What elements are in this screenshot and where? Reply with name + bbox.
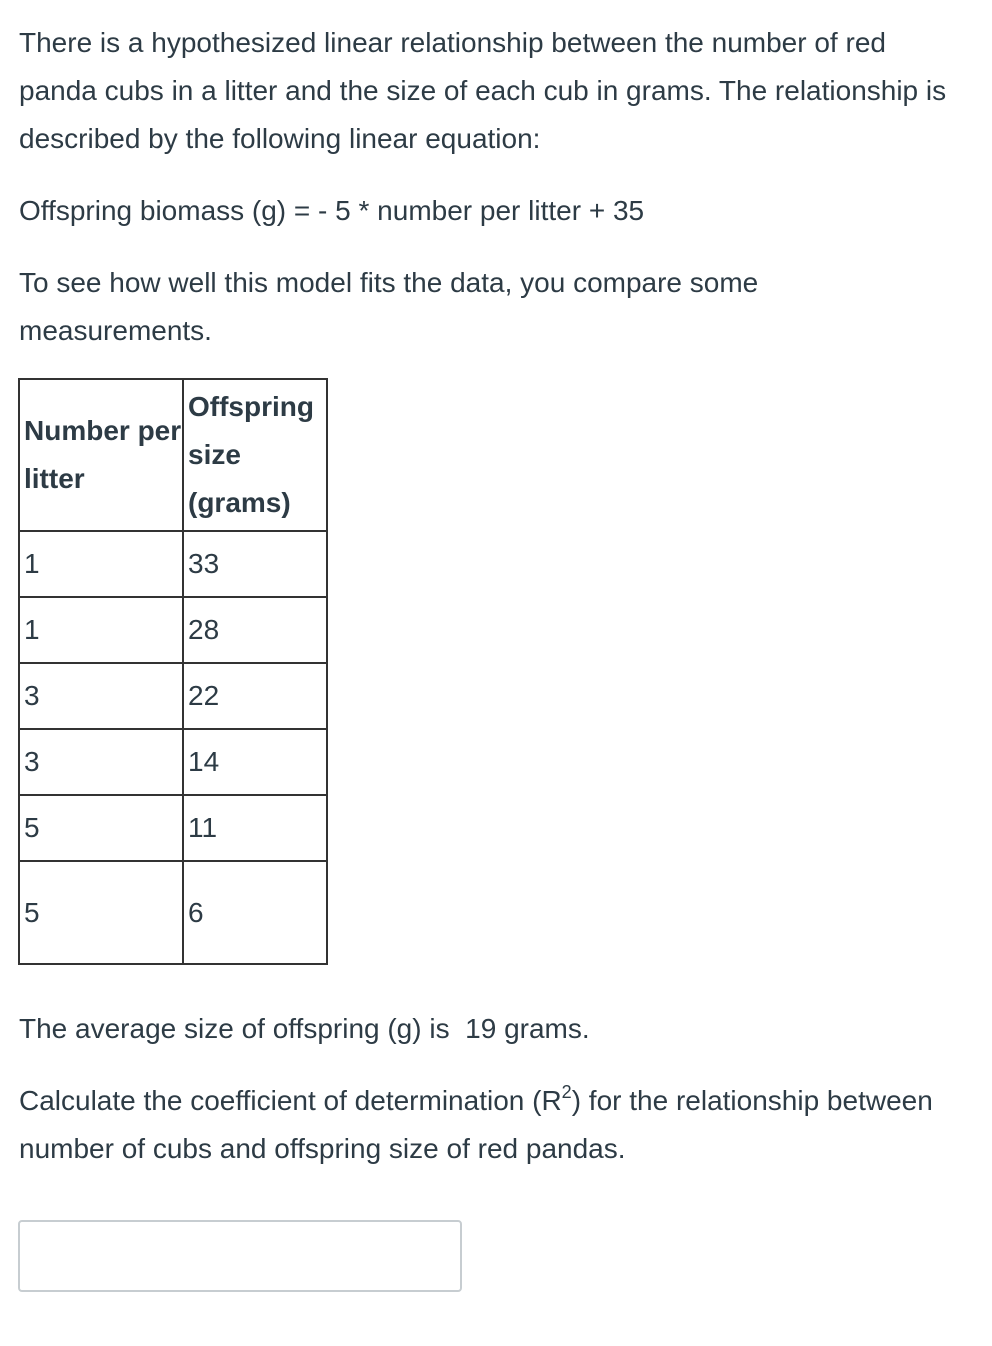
table-row	[19, 729, 327, 795]
cell-size: 33	[183, 531, 327, 597]
header-offspring-size: Offspring size (grams)	[183, 379, 327, 531]
cell-number: 1	[19, 597, 183, 663]
cell-size: 6	[183, 861, 327, 964]
answer-input[interactable]	[18, 1220, 462, 1292]
cell-size: 28	[183, 597, 327, 663]
compare-paragraph: To see how well this model fits the data, you compare some measurements.	[19, 267, 759, 346]
cell-number: 3	[19, 663, 183, 729]
header-number-per-litter: Number per litter	[19, 379, 183, 531]
cell-number: 5	[19, 861, 183, 964]
cell-number: 1	[19, 531, 183, 597]
question-text-start: Calculate the coefficient of determination (R	[19, 1085, 562, 1116]
cell-number: 3	[19, 729, 183, 795]
cell-size: 22	[183, 663, 327, 729]
cell-size: 11	[183, 795, 327, 861]
question-paragraph	[19, 1077, 959, 1173]
measurements-table	[18, 378, 328, 965]
table-row	[19, 861, 327, 964]
table-row	[19, 795, 327, 861]
average-prefix: The average size of offspring (g) is	[19, 1013, 458, 1044]
cell-number: 5	[19, 795, 183, 861]
cell-size: 14	[183, 729, 327, 795]
table-row	[19, 531, 327, 597]
average-suffix: grams.	[496, 1013, 590, 1044]
equation-text: Offspring biomass (g) = - 5 * number per litter + 35	[19, 195, 645, 226]
table-row	[19, 597, 327, 663]
r-squared-superscript: 2	[561, 1081, 572, 1102]
question-text-end: ) for the relationship between number of cubs and offspring size of red pandas.	[19, 1085, 933, 1164]
table-row	[19, 663, 327, 729]
average-value: 19	[465, 1013, 497, 1044]
intro-paragraph: There is a hypothesized linear relationship between the number of red panda cubs in a litter and the size of each cub in grams. The relationship is described by the following linear equation:	[19, 27, 947, 154]
average-paragraph	[19, 1005, 959, 1053]
table-header-row	[19, 379, 327, 531]
